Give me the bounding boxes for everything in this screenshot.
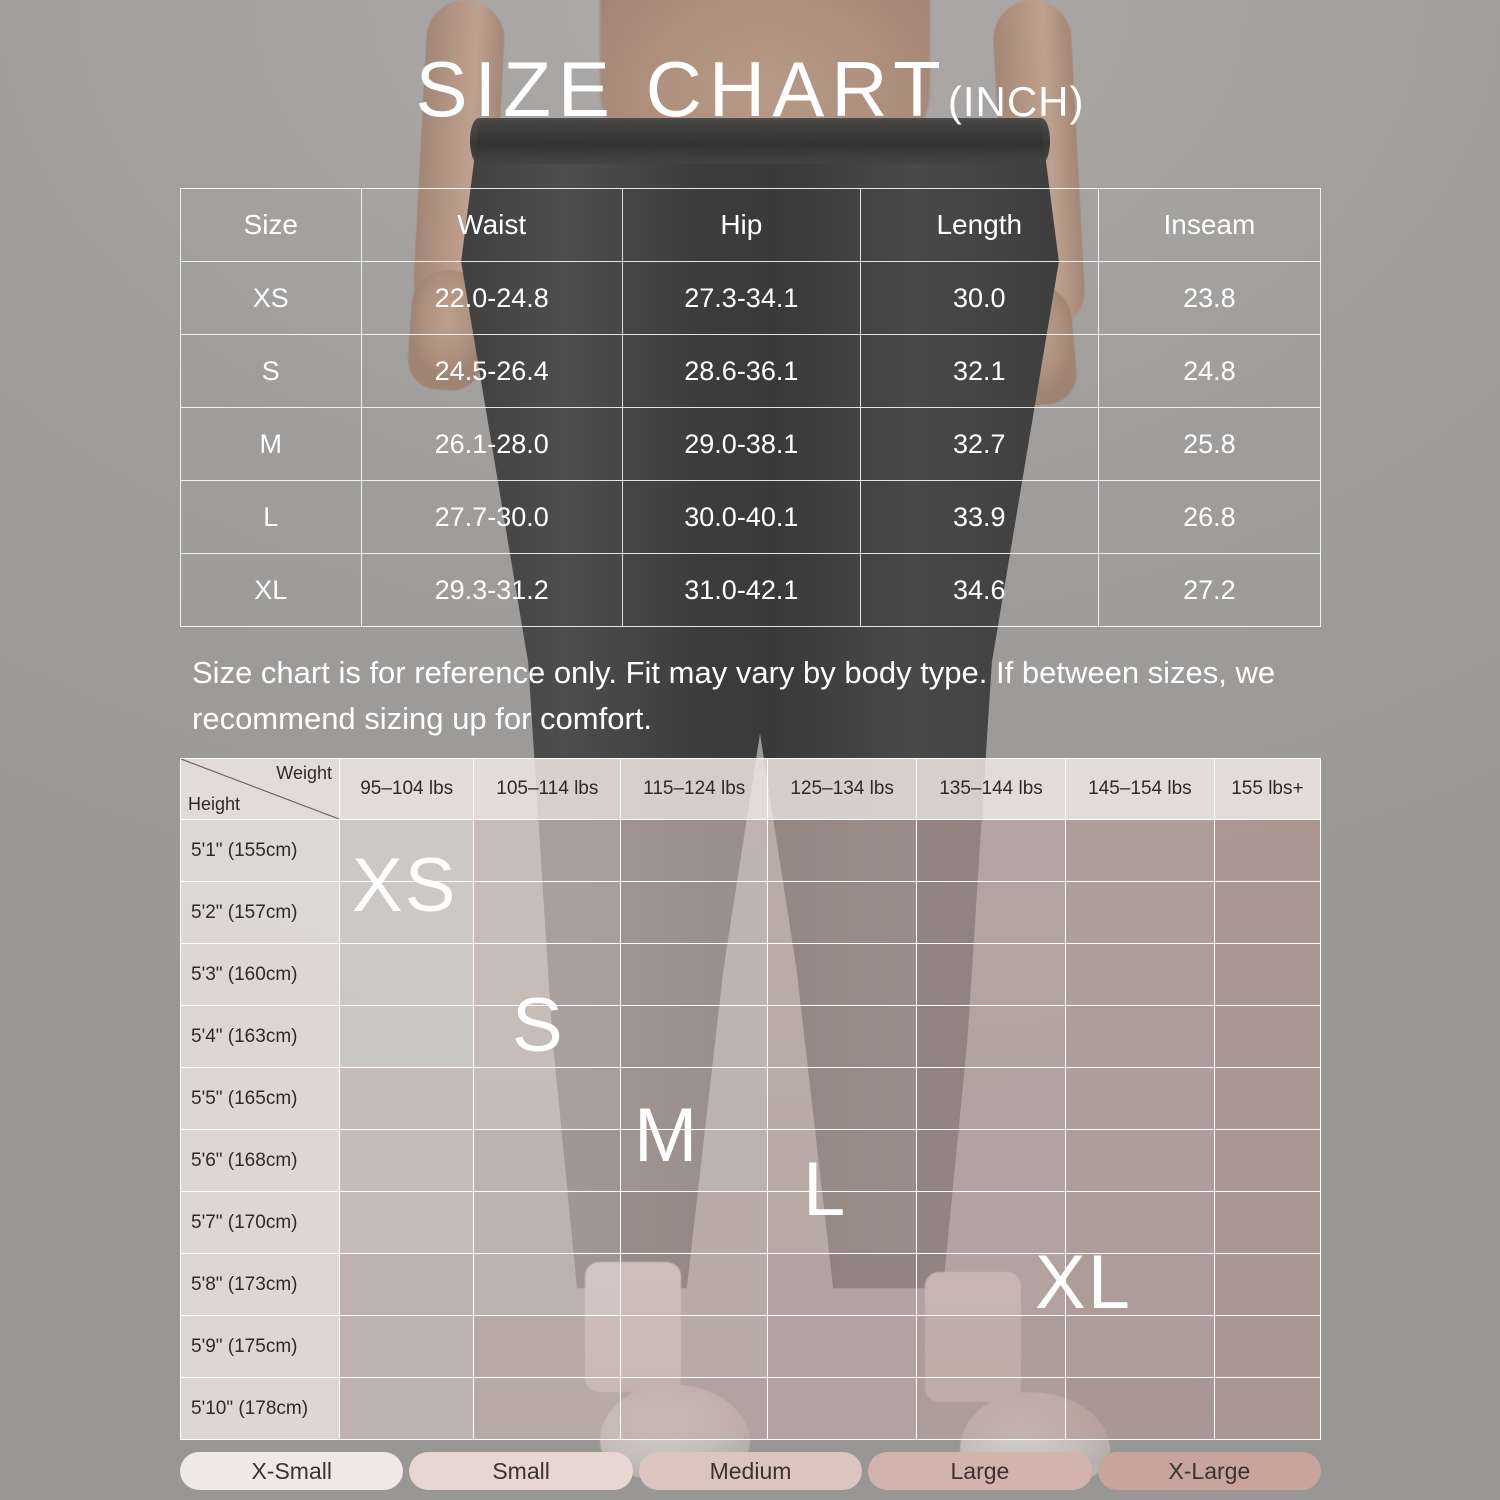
matrix-cell <box>1065 882 1214 944</box>
matrix-cell <box>621 944 768 1006</box>
table-row <box>181 262 1321 335</box>
matrix-cell <box>768 1006 917 1068</box>
legend-item: X-Large <box>1098 1452 1321 1490</box>
title-main-text: SIZE CHART <box>415 45 948 133</box>
matrix-corner-cell <box>181 759 340 820</box>
cell-waist: 29.3-31.2 <box>361 554 622 627</box>
matrix-row <box>181 1378 1321 1440</box>
header-size: Size <box>181 189 362 262</box>
matrix-height-cell: 5'1" (155cm) <box>181 820 340 882</box>
cell-inseam: 26.8 <box>1098 481 1320 554</box>
matrix-weight-header: 135–144 lbs <box>917 759 1066 820</box>
matrix-cell <box>1065 1378 1214 1440</box>
matrix-overlay-size-xl: XL <box>1035 1240 1132 1325</box>
matrix-overlay-size-m: M <box>634 1093 700 1178</box>
matrix-cell <box>917 1068 1066 1130</box>
matrix-cell <box>1065 1068 1214 1130</box>
matrix-cell <box>1065 820 1214 882</box>
matrix-cell <box>340 820 474 882</box>
matrix-cell <box>340 1006 474 1068</box>
cell-length: 33.9 <box>860 481 1098 554</box>
matrix-height-cell: 5'9" (175cm) <box>181 1316 340 1378</box>
matrix-height-cell: 5'2" (157cm) <box>181 882 340 944</box>
matrix-height-cell: 5'3" (160cm) <box>181 944 340 1006</box>
matrix-height-cell: 5'4" (163cm) <box>181 1006 340 1068</box>
matrix-cell <box>340 944 474 1006</box>
matrix-cell <box>621 882 768 944</box>
matrix-cell <box>1214 944 1320 1006</box>
matrix-cell <box>917 1254 1066 1316</box>
matrix-cell <box>340 1130 474 1192</box>
matrix-cell <box>474 1254 621 1316</box>
matrix-cell <box>768 1378 917 1440</box>
header-hip: Hip <box>622 189 860 262</box>
matrix-weight-header: 145–154 lbs <box>1065 759 1214 820</box>
table-row <box>181 481 1321 554</box>
measurements-table <box>180 188 1321 627</box>
matrix-cell <box>621 1130 768 1192</box>
matrix-weight-header: 95–104 lbs <box>340 759 474 820</box>
matrix-row <box>181 1006 1321 1068</box>
matrix-cell <box>1065 1316 1214 1378</box>
matrix-cell <box>474 1378 621 1440</box>
matrix-weight-header: 115–124 lbs <box>621 759 768 820</box>
matrix-cell <box>768 1130 917 1192</box>
matrix-cell <box>1065 1130 1214 1192</box>
table-header-row <box>181 189 1321 262</box>
matrix-height-cell: 5'5" (165cm) <box>181 1068 340 1130</box>
matrix-row <box>181 1316 1321 1378</box>
matrix-cell <box>474 1130 621 1192</box>
matrix-height-cell: 5'8" (173cm) <box>181 1254 340 1316</box>
cell-waist: 26.1-28.0 <box>361 408 622 481</box>
matrix-cell <box>621 1316 768 1378</box>
matrix-cell <box>474 1192 621 1254</box>
matrix-cell <box>768 820 917 882</box>
matrix-cell <box>917 1316 1066 1378</box>
size-legend <box>180 1452 1321 1490</box>
legend-item: Medium <box>639 1452 862 1490</box>
matrix-cell <box>474 1006 621 1068</box>
matrix-height-cell: 5'6" (168cm) <box>181 1130 340 1192</box>
cell-hip: 27.3-34.1 <box>622 262 860 335</box>
matrix-cell <box>1214 1130 1320 1192</box>
matrix-cell <box>474 820 621 882</box>
matrix-cell <box>1214 1316 1320 1378</box>
cell-waist: 24.5-26.4 <box>361 335 622 408</box>
matrix-cell <box>621 1378 768 1440</box>
matrix-cell <box>1214 1068 1320 1130</box>
matrix-cell <box>917 820 1066 882</box>
matrix-cell <box>768 1254 917 1316</box>
matrix-row <box>181 1068 1321 1130</box>
matrix-cell <box>474 882 621 944</box>
legend-item: Small <box>409 1452 632 1490</box>
matrix-weight-header: 155 lbs+ <box>1214 759 1320 820</box>
matrix-cell <box>621 1254 768 1316</box>
table-row <box>181 554 1321 627</box>
cell-waist: 27.7-30.0 <box>361 481 622 554</box>
matrix-cell <box>768 1316 917 1378</box>
cell-hip: 29.0-38.1 <box>622 408 860 481</box>
matrix-cell <box>1214 1254 1320 1316</box>
cell-size: L <box>181 481 362 554</box>
table-row <box>181 335 1321 408</box>
matrix-cell <box>1065 1192 1214 1254</box>
matrix-cell <box>917 882 1066 944</box>
matrix-row <box>181 1130 1321 1192</box>
cell-waist: 22.0-24.8 <box>361 262 622 335</box>
page-title <box>0 44 1500 135</box>
matrix-overlay-size-xs: XS <box>352 843 458 928</box>
matrix-cell <box>474 944 621 1006</box>
matrix-weight-label: Weight <box>276 763 332 783</box>
matrix-cell <box>621 1192 768 1254</box>
matrix-cell <box>340 1316 474 1378</box>
header-waist: Waist <box>361 189 622 262</box>
matrix-weight-header: 105–114 lbs <box>474 759 621 820</box>
height-weight-matrix <box>180 758 1321 1440</box>
cell-hip: 28.6-36.1 <box>622 335 860 408</box>
matrix-cell <box>1214 1378 1320 1440</box>
cell-inseam: 25.8 <box>1098 408 1320 481</box>
cell-inseam: 27.2 <box>1098 554 1320 627</box>
matrix-cell <box>917 1006 1066 1068</box>
matrix-row <box>181 820 1321 882</box>
matrix-cell <box>1214 1006 1320 1068</box>
cell-hip: 31.0-42.1 <box>622 554 860 627</box>
matrix-cell <box>917 944 1066 1006</box>
matrix-cell <box>340 1192 474 1254</box>
cell-length: 32.7 <box>860 408 1098 481</box>
matrix-weight-header: 125–134 lbs <box>768 759 917 820</box>
legend-item: Large <box>868 1452 1091 1490</box>
matrix-header-row <box>181 759 1321 820</box>
reference-note: Size chart is for reference only. Fit may vary by body type. If between sizes, we recommend sizing up for comfort. <box>192 655 1276 736</box>
cell-inseam: 24.8 <box>1098 335 1320 408</box>
matrix-cell <box>474 1068 621 1130</box>
matrix-cell <box>621 1068 768 1130</box>
matrix-cell <box>1214 820 1320 882</box>
matrix-cell <box>917 1378 1066 1440</box>
header-length: Length <box>860 189 1098 262</box>
matrix-height-label: Height <box>188 794 241 814</box>
cell-length: 32.1 <box>860 335 1098 408</box>
header-inseam: Inseam <box>1098 189 1320 262</box>
matrix-cell <box>917 1192 1066 1254</box>
table-row <box>181 408 1321 481</box>
matrix-cell <box>474 1316 621 1378</box>
matrix-cell <box>621 820 768 882</box>
cell-inseam: 23.8 <box>1098 262 1320 335</box>
matrix-cell <box>768 944 917 1006</box>
matrix-cell <box>1214 882 1320 944</box>
matrix-cell <box>340 1068 474 1130</box>
matrix-cell <box>768 1192 917 1254</box>
cell-hip: 30.0-40.1 <box>622 481 860 554</box>
matrix-row <box>181 944 1321 1006</box>
matrix-cell <box>621 1006 768 1068</box>
matrix-height-cell: 5'7" (170cm) <box>181 1192 340 1254</box>
matrix-cell <box>917 1130 1066 1192</box>
matrix-cell <box>768 1068 917 1130</box>
cell-size: XL <box>181 554 362 627</box>
matrix-cell <box>340 1254 474 1316</box>
matrix-cell <box>1214 1192 1320 1254</box>
matrix-cell <box>768 882 917 944</box>
matrix-overlay-size-l: L <box>803 1147 848 1232</box>
cell-size: S <box>181 335 362 408</box>
matrix-cell <box>1065 1254 1214 1316</box>
matrix-cell <box>340 1378 474 1440</box>
cell-size: M <box>181 408 362 481</box>
cell-size: XS <box>181 262 362 335</box>
matrix-row <box>181 1254 1321 1316</box>
matrix-height-cell: 5'10" (178cm) <box>181 1378 340 1440</box>
legend-item: X-Small <box>180 1452 403 1490</box>
title-unit-text: (INCH) <box>947 78 1085 125</box>
matrix-overlay-size-s: S <box>512 983 565 1068</box>
matrix-row <box>181 882 1321 944</box>
cell-length: 30.0 <box>860 262 1098 335</box>
matrix-row <box>181 1192 1321 1254</box>
matrix-cell <box>340 882 474 944</box>
matrix-cell <box>1065 944 1214 1006</box>
cell-length: 34.6 <box>860 554 1098 627</box>
matrix-cell <box>1065 1006 1214 1068</box>
